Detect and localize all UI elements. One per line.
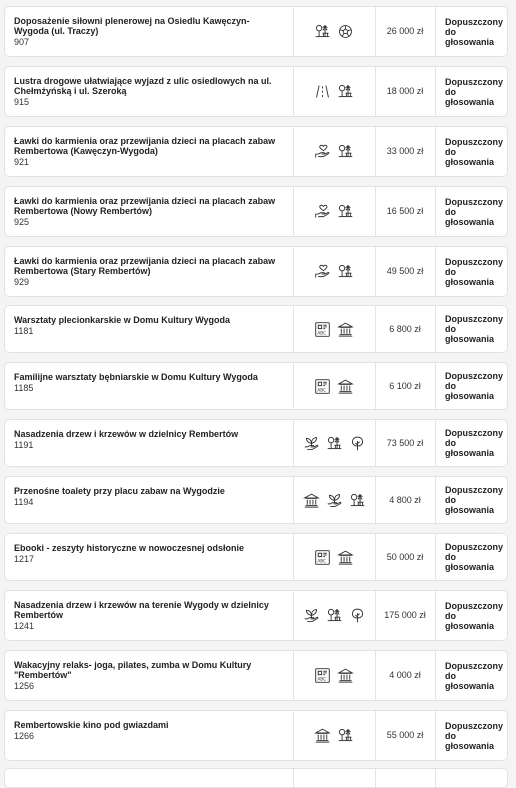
park-icon: [326, 607, 343, 624]
tree-icon: [349, 435, 366, 452]
category-icons: [293, 127, 376, 176]
project-title[interactable]: Nasadzenia drzew i krzewów w dzielnicy Rembertów: [14, 429, 239, 439]
svg-text:ABC: ABC: [317, 559, 327, 565]
project-info: [14, 136, 284, 167]
project-title-cell: [5, 591, 294, 640]
project-title[interactable]: Nasadzenia drzew i krzewów na terenie Wygody w dzielnicy Rembertów: [14, 600, 269, 620]
social-care-icon: [314, 143, 331, 160]
project-cost: 6 100 zł: [375, 363, 436, 409]
project-title-cell: [5, 651, 294, 700]
status-label: Dopuszczony do głosowania: [445, 136, 504, 167]
project-title[interactable]: Familijne warsztaty bębniarskie w Domu Kultury Wygoda: [14, 372, 258, 382]
status-label: Dopuszczony do głosowania: [445, 660, 504, 691]
status-cell: [435, 306, 507, 352]
project-title-cell: [5, 534, 294, 580]
project-id: 1194: [14, 497, 34, 507]
project-cost: 18 000 zł: [375, 67, 436, 116]
project-cost: 4 800 zł: [375, 477, 436, 523]
project-row[interactable]: [4, 590, 508, 641]
project-cost: 4 000 zł: [375, 651, 436, 700]
svg-text:ABC: ABC: [317, 331, 327, 337]
project-title[interactable]: Lustra drogowe ułatwiające wyjazd z ulic osiedlowych na ul. Chełmżyńską i ul. Szeroką: [14, 76, 272, 96]
culture-icon: [337, 667, 354, 684]
project-cost: 50 000 zł: [375, 534, 436, 580]
project-title[interactable]: Doposażenie siłowni plenerowej na Osiedlu Kawęczyn-Wygoda (ul. Traczy): [14, 16, 250, 36]
svg-text:ABC: ABC: [317, 388, 327, 394]
tree-icon: [349, 607, 366, 624]
education-icon: [314, 378, 331, 395]
status-cell: [435, 187, 507, 236]
project-title[interactable]: Ebooki - zeszyty historyczne w nowoczesnej odsłonie: [14, 543, 245, 553]
project-cost: 6 800 zł: [375, 306, 436, 352]
project-id: 921: [14, 157, 30, 167]
environment-icon: [303, 435, 320, 452]
category-icons: [293, 534, 376, 580]
culture-icon: [337, 378, 354, 395]
project-row[interactable]: [4, 419, 508, 467]
project-info: [14, 76, 284, 107]
football-icon: [337, 23, 354, 40]
status-cell: [435, 477, 507, 523]
environment-icon: [326, 492, 343, 509]
status-label: Dopuszczony do głosowania: [445, 256, 504, 287]
project-title[interactable]: Warsztaty plecionkarskie w Domu Kultury Wygoda: [14, 315, 231, 325]
project-row[interactable]: [4, 768, 508, 788]
project-info: [14, 720, 284, 741]
park-icon: [349, 492, 366, 509]
status-cell: [435, 711, 507, 760]
category-icons: [293, 651, 376, 700]
category-icons: [293, 7, 376, 56]
project-title-cell: [5, 247, 294, 296]
status-label: Dopuszczony do głosowania: [445, 196, 504, 227]
project-id: 1181: [14, 326, 34, 336]
project-id: 1266: [14, 731, 35, 741]
project-row[interactable]: [4, 246, 508, 297]
status-label: Dopuszczony do głosowania: [445, 16, 504, 47]
education-icon: [314, 549, 331, 566]
project-title[interactable]: Ławki do karmienia oraz przewijania dzieci na placach zabaw Rembertowa (Nowy Rembertów): [14, 196, 276, 216]
status-cell: [435, 591, 507, 640]
project-id: 1241: [14, 621, 35, 631]
project-id: 907: [14, 37, 30, 47]
project-cost: 16 500 zł: [375, 187, 436, 236]
project-row[interactable]: [4, 650, 508, 701]
status-label: Dopuszczony do głosowania: [445, 542, 504, 572]
project-info: [14, 543, 284, 564]
project-title[interactable]: Ławki do karmienia oraz przewijania dzieci na placach zabaw Rembertowa (Stary Rembertów): [14, 256, 276, 276]
category-icons: [293, 247, 376, 296]
project-id: 1191: [14, 440, 34, 450]
social-care-icon: [314, 203, 331, 220]
culture-icon: [314, 727, 331, 744]
education-icon: [314, 321, 331, 338]
project-info: [14, 429, 284, 450]
project-title[interactable]: Wakacyjny relaks- joga, pilates, zumba w Domu Kultury "Rembertów": [14, 660, 252, 680]
status-label: Dopuszczony do głosowania: [445, 314, 504, 344]
project-title-cell: [5, 7, 294, 56]
park-icon: [337, 263, 354, 280]
culture-icon: [337, 321, 354, 338]
category-icons: [293, 187, 376, 236]
svg-text:ABC: ABC: [317, 677, 327, 683]
project-id: 929: [14, 277, 30, 287]
culture-icon: [303, 492, 320, 509]
social-care-icon: [314, 263, 331, 280]
park-icon: [326, 435, 343, 452]
status-label: Dopuszczony do głosowania: [445, 371, 504, 401]
project-row[interactable]: [4, 533, 508, 581]
project-title[interactable]: Ławki do karmienia oraz przewijania dzieci na placach zabaw Rembertowa (Kawęczyn-Wygoda): [14, 136, 276, 156]
category-icons: [293, 363, 376, 409]
project-info: [14, 196, 284, 227]
category-icons: [293, 591, 376, 640]
project-row[interactable]: [4, 6, 508, 57]
project-title-cell: [5, 477, 294, 523]
status-cell: [435, 420, 507, 466]
education-icon: [314, 667, 331, 684]
project-info: [14, 486, 284, 507]
project-title-cell: [5, 67, 294, 116]
status-cell: [435, 534, 507, 580]
status-label: Dopuszczony do głosowania: [445, 76, 504, 107]
project-cost: 33 000 zł: [375, 127, 436, 176]
category-icons: [293, 711, 376, 760]
project-title[interactable]: Rembertowskie kino pod gwiazdami: [14, 720, 169, 730]
project-id: 915: [14, 97, 30, 107]
category-icons: [293, 67, 376, 116]
project-info: [14, 315, 284, 336]
project-row[interactable]: [4, 476, 508, 524]
status-cell: [435, 7, 507, 56]
status-cell: [435, 67, 507, 116]
project-title-cell: [5, 711, 294, 760]
project-id: 1185: [14, 383, 34, 393]
project-title[interactable]: Przenośne toalety przy placu zabaw na Wygodzie: [14, 486, 225, 496]
category-icons: [293, 306, 376, 352]
status-cell: [435, 247, 507, 296]
status-label: Dopuszczony do głosowania: [445, 600, 504, 631]
project-info: [14, 600, 284, 631]
project-info: [14, 256, 284, 287]
project-title-cell: [5, 187, 294, 236]
project-id: 1217: [14, 554, 35, 564]
park-icon: [337, 203, 354, 220]
project-info: [14, 660, 284, 691]
status-cell: [435, 363, 507, 409]
project-title-cell: [5, 420, 294, 466]
project-cost: 175 000 zł: [375, 591, 436, 640]
status-cell: [435, 651, 507, 700]
status-label: Dopuszczony do głosowania: [445, 720, 504, 751]
category-icons: [293, 477, 376, 523]
project-title-cell: [5, 306, 294, 352]
project-row[interactable]: [4, 186, 508, 237]
status-label: Dopuszczony do głosowania: [445, 485, 504, 515]
project-title-cell: [5, 127, 294, 176]
project-id: 1256: [14, 681, 35, 691]
project-row[interactable]: [4, 305, 508, 353]
project-row[interactable]: [4, 126, 508, 177]
project-id: 925: [14, 217, 30, 227]
road-icon: [314, 83, 331, 100]
environment-icon: [303, 607, 320, 624]
category-icons: [293, 420, 376, 466]
park-icon: [337, 727, 354, 744]
park-icon: [314, 23, 331, 40]
status-cell: [435, 127, 507, 176]
project-row[interactable]: [4, 66, 508, 117]
project-cost: 49 500 zł: [375, 247, 436, 296]
project-info: [14, 372, 284, 393]
project-info: [14, 16, 284, 47]
park-icon: [337, 143, 354, 160]
status-label: Dopuszczony do głosowania: [445, 428, 504, 458]
project-cost: 26 000 zł: [375, 7, 436, 56]
culture-icon: [337, 549, 354, 566]
project-row[interactable]: [4, 710, 508, 761]
project-cost: 55 000 zł: [375, 711, 436, 760]
project-row[interactable]: [4, 362, 508, 410]
park-icon: [337, 83, 354, 100]
project-cost: 73 500 zł: [375, 420, 436, 466]
project-title-cell: [5, 363, 294, 409]
